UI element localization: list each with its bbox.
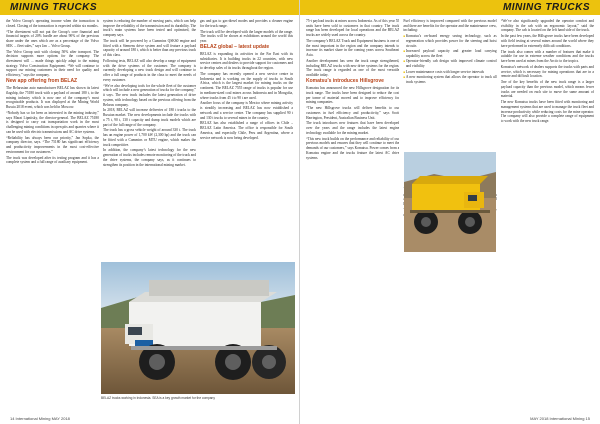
- body-paragraph: BELAZ has also established a range of offices in Chile – BELAZ Latin America. The office is responsible for South America, and especially Chile, Peru and Argentina, where a service network is now being developed.: [200, 121, 293, 140]
- bullet-item: ■ Increased payload capacity and greater load carrying capability across the fleet: [403, 49, 496, 58]
- body-paragraph: the Volvo Group’s operating income when the transaction is closed. Closing of the transaction is expected within six months.: [6, 19, 99, 28]
- body-paragraph: The company has recently opened a new service centre in Indonesia and is working on the supply of trucks to South Africa, which is the largest market for mining trucks on the continent. The BELAZ 7555 range of trucks is popular for use in medium-sized coal mines across Indonesia and in Mongolia, where trucks from 45 t to 90 t are used.: [200, 72, 293, 100]
- right-footer: MAY 2018 International Mining 15: [530, 416, 590, 421]
- body-paragraph: The truck will be powered by a Cummins QSK60 engine and fitted with a Siemens drive system and will feature a payload capacity of around 180 t, which is better than any previous truck of this class.: [103, 39, 196, 58]
- left-col-3: [200, 19, 293, 260]
- right-header-title: MINING TRUCKS: [502, 2, 590, 13]
- body-paragraph: The truck has a gross vehicle weight of around 330 t. The truck has an engine power of 1,700 kW (2,300 hp) and the truck can be fitted with a Cummins or MTU engine, which makes the truck competitive.: [103, 128, 196, 147]
- body-paragraph: In the past few years, the Hillsgrove trucks have been developed with field testing at several mines around the world where they have performed in extremely difficult conditions.: [500, 34, 594, 48]
- section-heading: Komatsu’s introduces Hillsgrove: [306, 78, 384, 85]
- body-paragraph: “The divestment will not put the Group’s core financial and financial targets of 20% hurdle are about 90% of the previous share under the ones which are as a percentage of the Volvo SEK ... fleet sales,” says Jan ... Volvo Group.: [6, 29, 99, 48]
- left-header-title: MINING TRUCKS: [10, 2, 98, 13]
- body-paragraph: Another focus of the company is Mexico where mining activity is steadily increasing and BELAZ has now established a network and a service centre. The company has supplied 90 t and 130 t trucks to several mines in the country.: [200, 101, 293, 120]
- left-header-banner: [0, 0, 300, 15]
- bullet-item: ■ Operator-friendly cab design with improved climate control and visibility: [403, 59, 496, 68]
- komatsu-truck-photo: [404, 152, 496, 252]
- body-paragraph: The truck introduces new features that have been developed over the years and the range includes the latest engine technology available for the mining market.: [306, 121, 400, 135]
- right-header-banner: [300, 0, 600, 15]
- body-paragraph: “This new truck builds on the performance and reliability of our previous models and ensures that they will continue to meet the demands of our customers,” says Komatsu. Power comes from a Komatsu engine and the trucks feature the latest AC drive systems.: [306, 136, 400, 160]
- body-paragraph: “We’re also developing tools for the whole fleet of the customer which will include a new generation of trucks for the company,” it says. The new truck includes the latest generation of drive system, with technology based on the previous offering from the Belarus company.: [103, 83, 196, 107]
- body-paragraph: “We’ve also significantly upgraded the operator comfort and visibility in the cab with an ergonomic layout,” said the company. The cab is located on the left hand side of the truck.: [500, 19, 594, 33]
- left-photo-caption: BELAZ trucks working in Indonesia. SEA is a key growth market for the company: [101, 396, 215, 400]
- body-paragraph: Komatsu’s network of dealers supports the trucks with parts and service, which is necessary for mining operations that are in a remote and difficult location.: [500, 64, 594, 79]
- belaz-truck-photo: [101, 262, 295, 394]
- bullet-item: ■ Lower maintenance costs with longer service intervals: [403, 70, 496, 75]
- body-paragraph: One of the key benefits of the new truck range is a larger payload capacity than the previous model, which means fewer trucks are needed on each site to move the same amount of material.: [500, 80, 594, 99]
- body-paragraph: The new Komatsu trucks have been fitted with monitoring and management systems that are used to manage the truck fleet and increase productivity while reducing costs for the mine operator. The company will also provide a complete range of equipment to work with the new truck range.: [500, 100, 594, 123]
- body-paragraph: Following tests, BELAZ will also develop a range of equipment with the drive systems of the customer. The company is currently developing a new truck design and will continue to offer a full range of products in the class to meet the needs of every customer.: [103, 59, 196, 82]
- body-paragraph: “The new Hillsgrove trucks will deliver benefits to our customers in fuel efficiency and productivity,” says Scott Harrington, President, Australian Business Unit.: [306, 106, 400, 120]
- body-paragraph: The company’s BELAZ Truck and Equipment business is one of the most important in the region and the company intends to increase its market share in the coming years across Southeast Asia.: [306, 39, 400, 58]
- left-footer: 14 International Mining MAY 2018: [10, 416, 70, 421]
- body-paragraph: In 2018, BELAZ will increase deliveries of 180 t trucks to the Russian market. The new developments include the trucks with a 75 t, 90 t, 130 t capacity and dump truck models which are part of the full range of the company.: [103, 108, 196, 127]
- body-paragraph: The Volvo Group unit with closing 50% after transport. The decision supports more options for the company. The divestment will ... made things quickly adapt to the mining strategy. Volvo Construction Equipment. “We will continue to support our mining customers in their need for quality and efficiency,” says the company.: [6, 49, 99, 78]
- section-heading: BELAZ global – latest update: [200, 44, 270, 51]
- body-paragraph: In addition, the company’s latest technology for the new generation of trucks includes remote monitoring of the truck and the drive systems, the company says, as it continues to strengthen its position in the international mining market.: [103, 148, 196, 167]
- right-page: [300, 0, 600, 424]
- body-paragraph: The truck was developed after its testing program and it has a complete system and a full range of auxiliary equipment.: [6, 155, 99, 165]
- left-col-2-text: [103, 19, 196, 167]
- komatsu-truck-illustration: [404, 152, 496, 252]
- bullet-item: ■ Komatsu’s on-board energy saving technology, such as regeneration which provides power for the steering and hoist circuits: [403, 34, 496, 48]
- body-paragraph: Another development has seen the truck range strengthened, including BELAZ trucks with new drive systems for the region. The truck range is regarded as one of the most versatile available today.: [306, 59, 400, 78]
- body-paragraph: Fuel efficiency is improved compared with the previous model and there are benefits for the operator and the maintenance crew, including:: [403, 19, 497, 33]
- left-col-2: [103, 19, 196, 260]
- body-paragraph: “Reliability has always been our priority,” Jan Sopko, the company director, says. “The 75180 has significant efficiency and productivity improvements in the most cost-effective environment for our customers.”: [6, 135, 99, 154]
- belaz-truck-illustration: [101, 262, 295, 394]
- body-paragraph: system is reducing the number of moving parts, which can help improve the reliability of the transmission and its durability. The truck’s main systems have been tested and optimised, the company says.: [103, 19, 196, 38]
- left-col-1: [6, 19, 99, 409]
- body-paragraph: 75-t payload trucks at mines across Indonesia. As of this year 55 units have been sold to customers in that country. The truck range has been developed for local operations and the BELAZ trucks are widely used across the country.: [306, 19, 400, 38]
- body-paragraph: The truck also comes with a number of features that make it suitable for use in extreme weather conditions and the trucks have been used at mines from the Arctic to the tropics.: [500, 49, 594, 63]
- body-paragraph: Komatsu has announced the new Hillsgrove designation for its truck range. The trucks have been designed to reduce the cost per tonne of material moved and to improve efficiency for mining companies.: [306, 86, 400, 105]
- right-col-1: [306, 19, 399, 409]
- body-paragraph: “Nobody has so far been as interested in the mining industry,” says Marat Lipnitsky, the director-general. The BELAZ 75180 is designed to carry out transportation work in the most challenging mining conditions in open pits and quarries where it can be used with electric transmissions and AC drive systems.: [6, 110, 99, 134]
- body-paragraph: The Belarusian auto manufacturer BELAZ has shown its latest flagship, the 75180 truck with a payload of around 180 t, to the mining industry which is now one of the company’s most recognisable products. It was displayed at the Mining World Russia 2018 event, which was held in Moscow.: [6, 86, 99, 109]
- body-paragraph: BELAZ is expanding its activities in the Far East with its subsidiaries. It is building trucks in 22 countries, with new service centres and dealers to provide support for customers and to develop sales of its trucks throughout the region.: [200, 52, 293, 71]
- section-heading: New app offering from BELAZ: [6, 78, 78, 85]
- right-col-3: [501, 19, 594, 409]
- body-paragraph: gas and gas to gas-diesel modes and provides a cleaner engine for the truck range.: [200, 19, 293, 28]
- body-paragraph: The truck will be developed with the larger models of the range. The trucks will be shown at exhibitions around the world this year.: [200, 29, 293, 43]
- bullet-item: ■ A new monitoring system that allows the operator to track all truck systems: [403, 75, 496, 84]
